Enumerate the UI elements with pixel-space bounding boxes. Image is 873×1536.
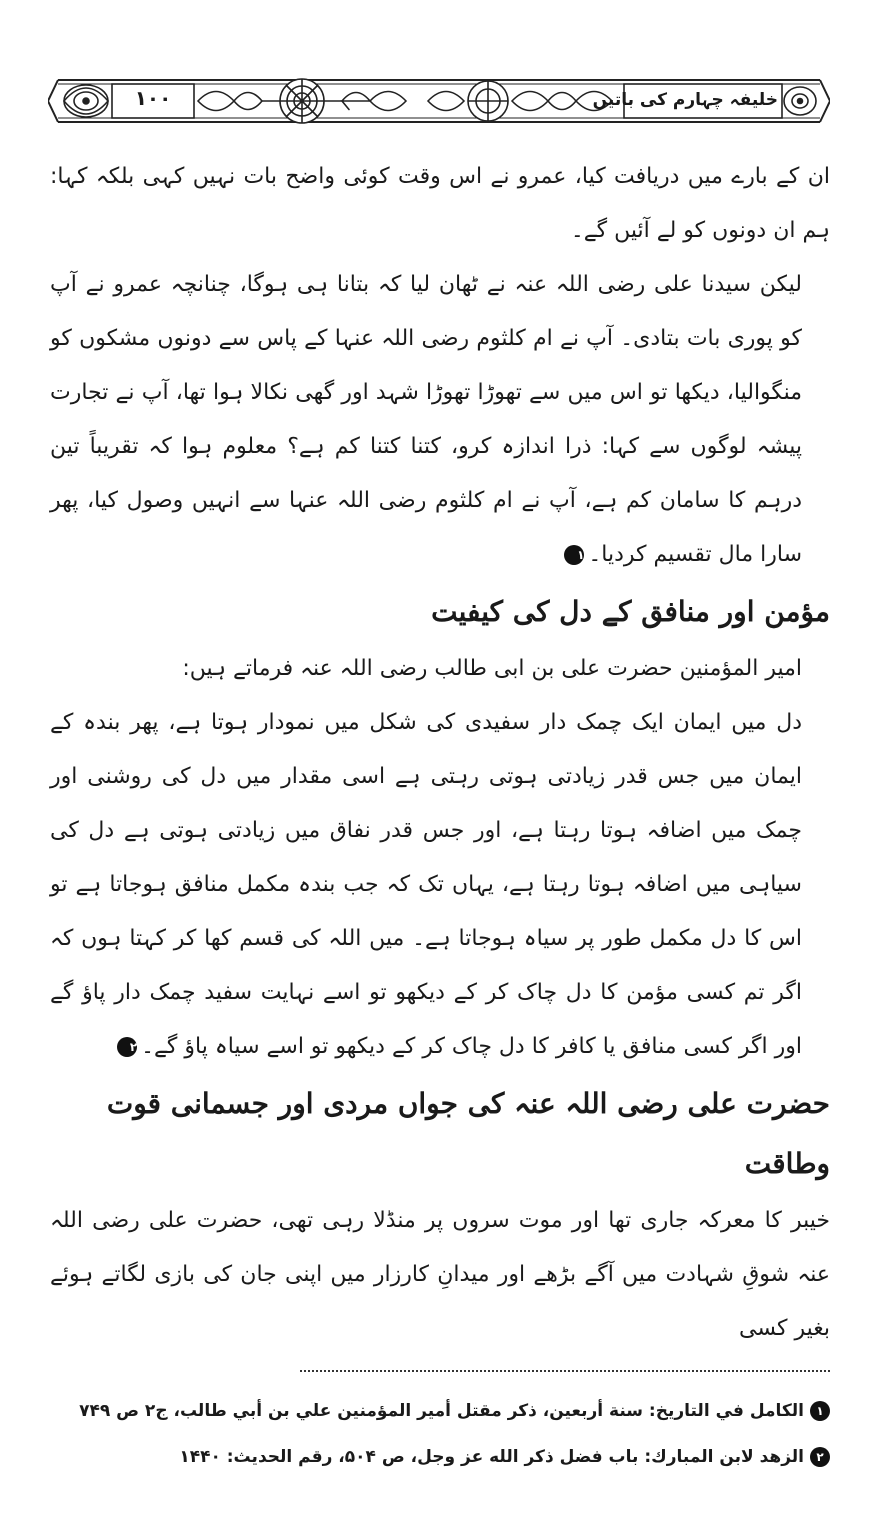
intro-paragraph: ان کے بارے میں دریافت کیا، عمرو نے اس وقت کوئی واضح بات نہیں کہی بلکہ کہا: ہم ان دونوں کو لے آئیں گے۔ [50,164,830,243]
center-medallion [280,79,324,123]
running-title: خلیفہ چہارم کی باتیں [592,90,778,110]
paragraph-shahad-ghee [50,258,830,582]
heading-momin-munafiq: مؤمن اور منافق کے دل کی کیفیت [431,595,830,628]
paragraph-khaibar: خیبر کا معرکہ جاری تھا اور موت سروں پر منڈلا رہی تھی، حضرت علی رضی اللہ عنہ شوقِ شہادت میں آگے بڑھے اور میدانِ کارزار میں اپنی جان کی بازی لگاتے ہوئے بغیر کسی [50,1208,830,1341]
intro-line-amir-ul-momineen: امیر المؤمنین حضرت علی بن ابی طالب رضی اللہ عنہ فرماتے ہیں: [182,656,802,681]
footnote-2 [50,1434,830,1480]
footnotes-section [50,1388,830,1480]
footnote-ref-2[interactable]: ۲ [117,1037,137,1057]
paragraph-3-text: دل میں ایمان ایک چمک دار سفیدی کی شکل میں نمودار ہوتا ہے، پھر بندہ کے ایمان میں جس قدر زیادتی ہوتی رہتی ہے اسی مقدار میں دل کی روشنی اور چمک میں اضافہ ہوتا رہتا ہے، اور جس قدر نفاق میں زیادتی ہوتی ہے دل کی سیاہی میں اضافہ ہوتا رہتا ہے، یہاں تک کہ جب بندہ مکمل منافق ہوجاتا ہے تو اس کا دل مکمل طور پر سیاہ ہوجاتا ہے۔ میں اللہ کی قسم کھا کر کہتا ہوں کہ اگر تم کسی مؤمن کا دل چاک کر کے دیکھو تو اسے نہایت سفید چمک دار پاؤ گے اور اگر کسی منافق یا کافر کا دل چاک کر کے دیکھو تو اسے سیاہ پاؤ گے۔ [50,710,802,1059]
page-number: ۱۰۰ [134,86,172,110]
footnote-2-text: الزهد لابن المبارك: باب فضل ذكر الله عز وجل، ص ۵۰۴، رقم الحديث: ۱۴۴۰ [179,1447,804,1467]
center-right-ornament [428,81,612,121]
left-ornament [64,85,108,117]
heading-jawan-mardi: حضرت علی رضی اللہ عنہ کی جواں مردی اور جسمانی قوت وطاقت [106,1087,830,1180]
footnote-ref-1[interactable]: ۱ [564,545,584,565]
footnote-1-text: الكامل في التاريخ: سنة أربعين، ذكر مقتل أمير المؤمنين علي بن أبي طالب، ج۲ ص ۷۴۹ [79,1401,804,1421]
paragraph-2-text: لیکن سیدنا علی رضی اللہ عنہ نے ٹھان لیا کہ بتانا ہی ہوگا، چنانچہ عمرو نے آپ کو پوری بات بتادی۔ آپ نے ام کلثوم رضی اللہ عنہا کے پاس سے دونوں مشکوں کو منگوالیا، دیکھا تو اس میں سے تھوڑا تھوڑا شہد اور گھی نکالا ہوا تھا، آپ نے تجارت پیشہ لوگوں سے کہا: ذرا اندازہ کرو، کتنا کتنا کم ہے؟ معلوم ہوا کہ تقریباً تین درہم کا سامان کم ہے، آپ نے ام کلثوم رضی اللہ عنہا سے انہیں وصول کیا، پھر سارا مال تقسیم کردیا۔ [50,272,802,567]
footnote-marker-1: ۱ [810,1401,830,1421]
footnote-divider [300,1370,830,1372]
footnote-marker-2: ۲ [810,1447,830,1467]
right-ornament [784,87,816,115]
main-text-column [50,150,830,1356]
paragraph-dil-ki-kaifiyat [50,696,830,1074]
footnote-1 [50,1388,830,1434]
